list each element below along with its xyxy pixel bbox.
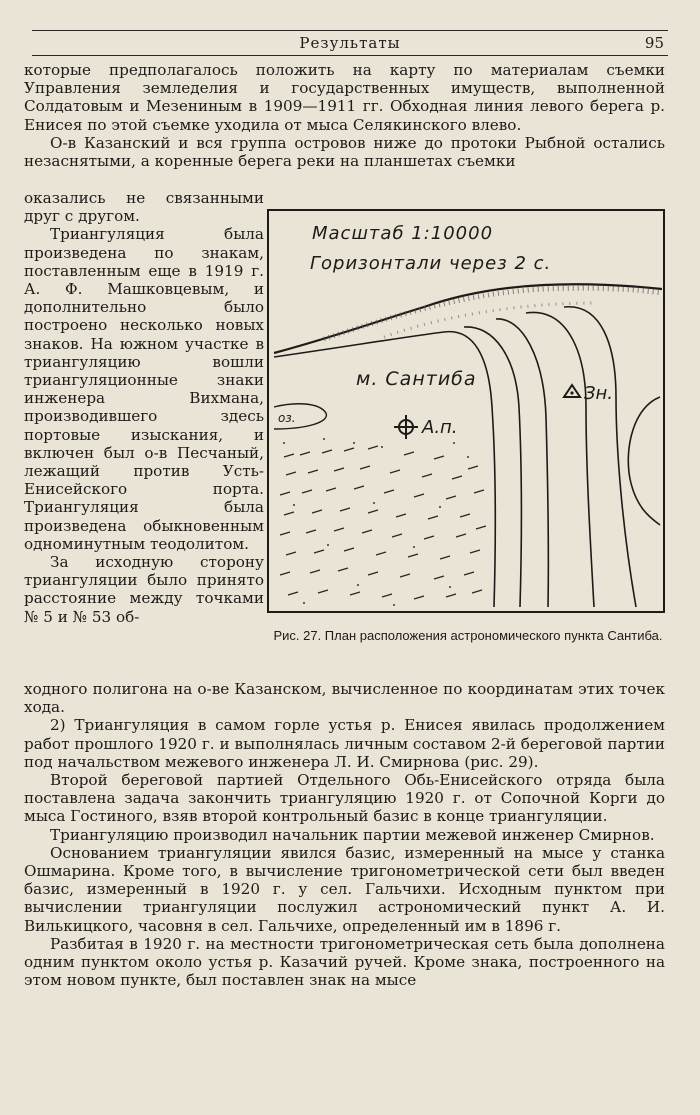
contour-line (628, 397, 660, 525)
beach-stipple (324, 288, 662, 339)
text-block-intro (24, 61, 665, 170)
page-number: 95 (644, 34, 664, 52)
coastline (274, 284, 662, 353)
contour-line (496, 319, 548, 607)
paragraph: Второй береговой партией Отдельного Обь-Енисейского отряда была поставлена задача закончить триангуляцию 1920 г. от Сопочной Корги до мыса Гостиного, взяв второй контрольный базис в конце триангуляции. (24, 771, 665, 826)
marsh-hatching (280, 446, 486, 599)
cape-label: м. Сантиба (356, 368, 477, 390)
text-column-left (24, 189, 264, 626)
paragraph: Разбитая в 1920 г. на местности тригонометрическая сеть была дополнена одним пунктом около устья р. Казачий ручей. Кроме знака, построенного на этом новом пункте, был поставлен знак на мысе (24, 934, 665, 990)
paragraph: 2) Триангуляция в самом горле устья р. Енисея явилась продолжением работ прошлого 1920 г. и выполнялась личным составом 2-й береговой партии под начальством межевого инженера Л. И. Смирнова (рис. 29). (24, 716, 665, 771)
sign-triangle-icon (564, 385, 580, 397)
paragraph: Триангуляцию производил начальник партии межевой инженер Смирнов. (50, 825, 655, 844)
scale-label: Масштаб 1:10000 (312, 223, 494, 244)
lake-label: оз. (278, 411, 296, 425)
paragraph: оказались не связанными друг с другом. (24, 189, 264, 226)
map-plan (264, 207, 668, 627)
running-title: Результаты (299, 34, 401, 52)
stipple-dots (283, 438, 469, 606)
contours-label: Горизонтали через 2 с. (310, 253, 552, 274)
astro-point-icon (394, 415, 418, 439)
paragraph: Триангуляция была произведена по знакам, поставленным еще в 1919 г. А. Ф. Машковцевым, и дополнительно было построено несколько новых знаков. На южном участке в триангуляцию вошли триангуляционные знаки инженера Вихмана, производившего здесь портовые изыскания, и включен был о-в Песчаный, лежащий против Усть-Енисейского порта. Триангуляция была произведена обыкновенным одноминутным теодолитом. (24, 225, 264, 553)
text-block-main (24, 680, 665, 989)
paragraph: Основанием триангуляции явился базис, измеренный на мысе у станка Ошмарина. Кроме того, в вычисление тригонометрической сети был введен базис, измеренный в 1920 г. у сел. Гальчихи. Исходным пунктом при вычислении триангуляции послужил астрономический пункт А. И. Вилькицкого, часовня в сел. Гальчихе, определенный им в 1896 г. (24, 843, 665, 935)
astro-point-label: А.п. (422, 417, 458, 438)
running-header (32, 30, 668, 56)
paragraph: которые предполагалось положить на карту по материалам съемки Управления земледелия и государственных имуществ, выполненной Солдатовым и Мезениным в 1909—1911 гг. Обходная линия левого берега р. Енисея по этой съемке уходила от мыса Селякинского влево. (24, 61, 665, 134)
contour-line (526, 312, 594, 607)
contour-line (564, 307, 636, 607)
sign-label: Зн. (584, 383, 614, 404)
figure-caption: Рис. 27. План расположения астрономического пункта Сантиба. (273, 628, 663, 643)
figure-map (264, 207, 668, 627)
paragraph: ходного полигона на о-ве Казанском, вычисленное по координатам этих точек хода. (24, 680, 665, 717)
paragraph: За исходную сторону триангуляции было принято расстояние между точками № 5 и № 53 об- (24, 553, 264, 626)
paragraph: О-в Казанский и вся группа островов ниже до протоки Рыбной остались незаснятыми, а коренные берега реки на планшетах съемки (24, 133, 665, 171)
